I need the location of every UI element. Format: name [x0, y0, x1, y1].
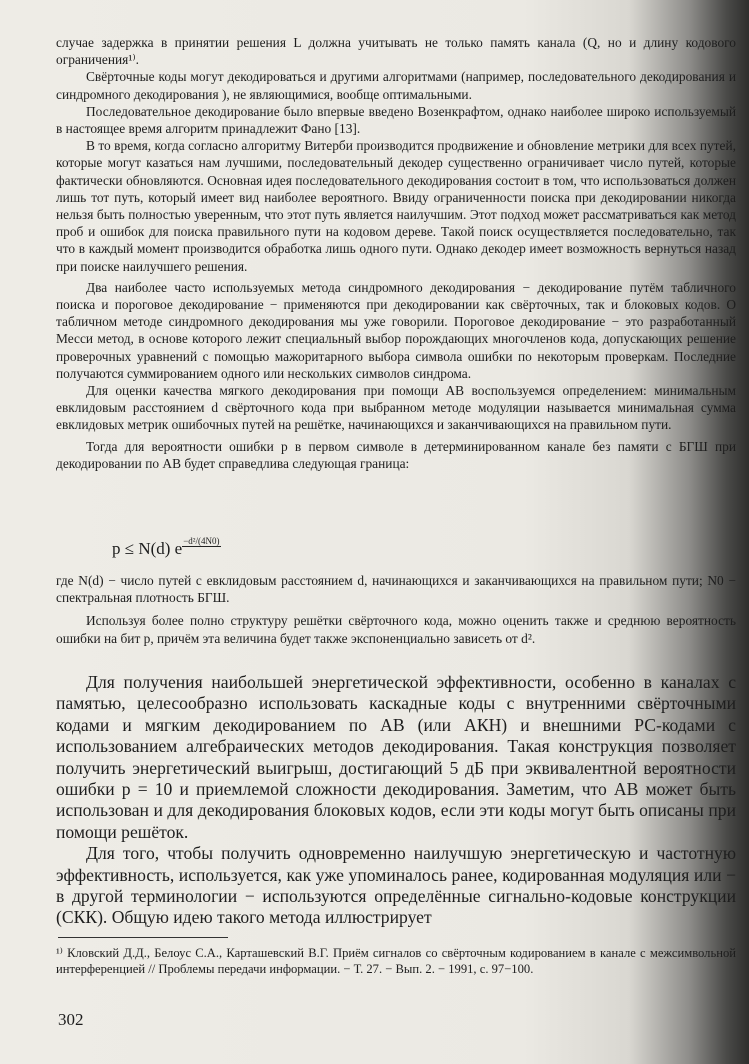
- page-number: 302: [58, 1010, 84, 1029]
- paragraph-10: Для получения наибольшей энергетической эффективности, особенно в каналах с памятью, целесообразно использовать каскадные коды с внутренними свёрточными кодами и мягким декодированием по АВ (или АКН) и внешними РС-кодами с использованием алгебраических методов декодирования. Такая конструкция позволяет получить энергетический выигрыш, достигающий 5 дБ при эквивалентной вероятности ошибки p = 10 и приемлемой сложности декодирования. Заметим, что АВ может быть использован и для декодирования блоковых кодов, если эти коды могут быть описаны при помощи решёток.: [56, 672, 736, 842]
- text-block-3: [56, 672, 736, 929]
- paragraph-3: Последовательное декодирование было впервые введено Возенкрафтом, однако наиболее широко используемый в настоящее время алгоритм принадлежит Фано [13].: [56, 103, 736, 137]
- paragraph-9: Используя более полно структуру решётки свёрточного кода, можно оценить также и среднюю вероятность ошибки на бит p, причём эта величина будет также экспоненциально зависеть от d².: [56, 613, 736, 646]
- paragraph-11: Для того, чтобы получить одновременно наилучшую энергетическую и частотную эффективность, используется, как уже упоминалось ранее, кодированная модуляция или − в другой терминологии − используются определённые сигнально-кодовые конструкции (СКК). Общую идею такого метода иллюстрирует: [56, 843, 736, 928]
- formula-exponent-text: −d²/(4N0): [183, 536, 220, 546]
- paragraph-5: Два наиболее часто используемых метода синдромного декодирования − декодирование путём табличного поиска и пороговое декодирование − применяются при декодировании как свёрточных, так и блоковых кодов. О табличном методе синдромного декодирования мы уже говорили. Пороговое декодирование − это разработанный Месси метод, в основе которого лежит специальный выбор порождающих многочленов кода, допускающих решение проверочных уравнений с помощью мажоритарного выбора символа ошибки по некоторым проверкам. Последние получаются суммированием одного или нескольких символов синдрома.: [56, 279, 736, 381]
- paragraph-8: где N(d) − число путей с евклидовым расстоянием d, начинающихся и заканчивающихся на правильном пути; N0 − спектральная плотность БГШ.: [56, 573, 736, 606]
- footnote: [56, 945, 736, 977]
- formula-bound: [112, 537, 412, 560]
- paragraph-7: Тогда для вероятности ошибки p в первом символе в детерминированном канале без памяти с БГШ при декодировании по АВ будет справедлива следующая граница:: [56, 438, 736, 471]
- text-block-1: [56, 34, 736, 472]
- paragraph-4: В то время, когда согласно алгоритму Витерби производится продвижение и обновление метрики для всех путей, которые могут казаться нам лучшими, последовательный декодер существенно ограничивает число путей, которые фактически обновляются. Основная идея последовательного декодирования состоит в том, что использоваться должен лишь тот путь, который имеет вид наиболее вероятного. Ввиду ограниченности поиска при декодировании никогда нельзя быть полностью уверенным, что этот путь является наилучшим. Этот подход может рассматриваться как метод проб и ошибок для поиска правильного пути на кодовом дереве. Такой поиск осуществляется последовательно, так что в каждый момент производится обработка лишь одного пути. Однако декодер имеет возможность вернуться назад при поиске наилучшего решения.: [56, 138, 736, 274]
- paragraph-2: Свёрточные коды могут декодироваться и другими алгоритмами (например, последовательного декодирования и синдромного декодирования ), не являющимися, вообще оптимальными.: [56, 69, 736, 102]
- paragraph-6: Для оценки качества мягкого декодирования при помощи АВ воспользуемся определением: минимальным евклидовым расстоянием d свёрточного кода при выбранном методе модуляции называется минимальная сумма евклидовых метрик ошибочных путей на решётке, начинающихся и заканчивающихся на правильном пути.: [56, 383, 736, 433]
- footnote-divider: [58, 937, 228, 938]
- paragraph-1: случае задержка в принятии решения L должна учитывать не только память канала (Q, но и длину кодового ограничения¹⁾.: [56, 35, 736, 68]
- footnote-text: ¹⁾ Кловский Д.Д., Белоус С.А., Карташевский В.Г. Приём сигналов со свёрточным кодированием в канале с межсимвольной интерференцией // Проблемы передачи информации. − Т. 27. − Вып. 2. − 1991, с. 97−100.: [56, 946, 736, 976]
- text-block-2: [56, 572, 736, 647]
- formula-exponent: [182, 537, 220, 547]
- formula-text: p ≤ N(d) e: [112, 539, 183, 558]
